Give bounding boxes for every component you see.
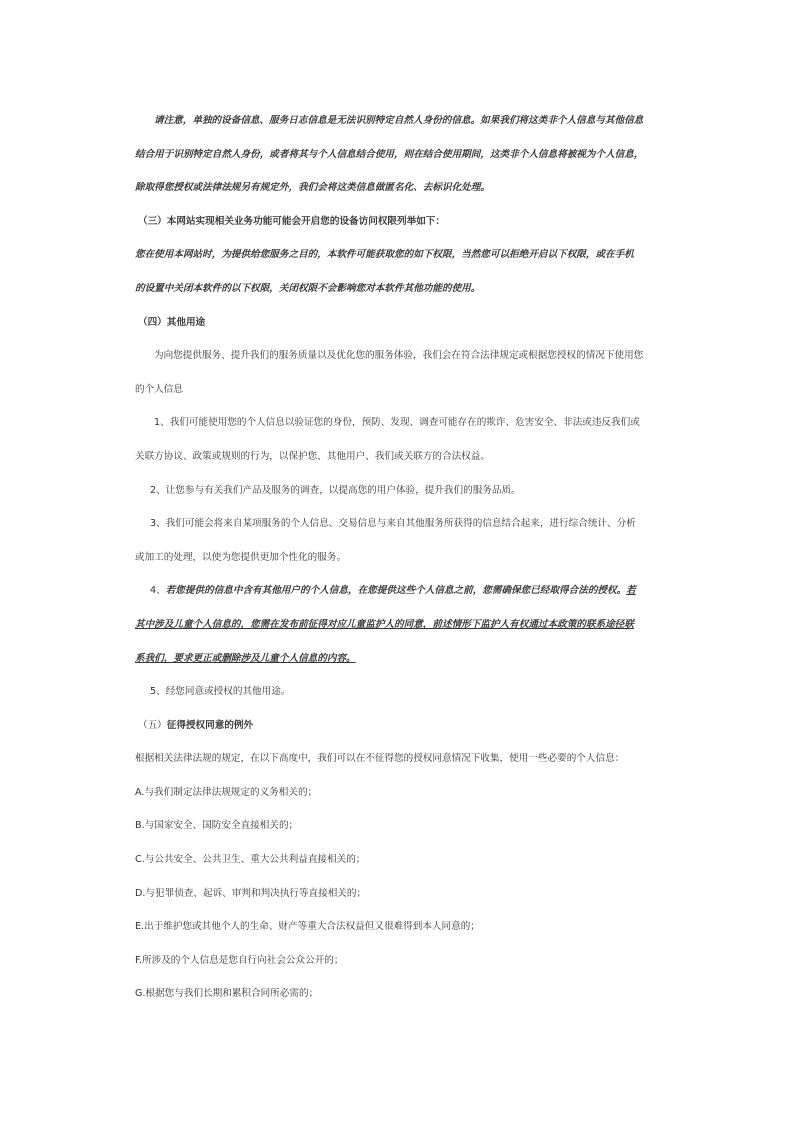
document-page: [135, 111, 665, 1018]
section-heading-3: （三）本网站实现相关业务功能可能会开启您的设备访问权限列举如下：: [138, 215, 445, 227]
other-uses-paragraph-line: 为向您提供服务、提升我们的服务质量以及优化您的服务体验，我们会在符合法律规定或根据您授权的情况下使用您: [154, 350, 644, 362]
notice-paragraph-line: 请注意，单独的设备信息、服务日志信息是无法识别特定自然人身份的信息。如果我们将这类非个人信息与其他信息: [154, 115, 644, 126]
exception-item: B.与国家安全、国防安全直接相关的；: [135, 820, 299, 832]
exceptions-intro: 根据相关法律法规的规定，在以下高度中，我们可以在不征得您的授权同意情况下收集，使用一些必要的个人信息：: [135, 753, 625, 765]
section-heading-4: （四）其他用途: [138, 316, 206, 328]
list-item-5: 5、经您同意或授权的其他用途。: [150, 686, 291, 698]
notice-paragraph-line: 除取得您授权或法律法规另有规定外，我们会将这类信息做匿名化、去标识化处理。: [135, 182, 490, 194]
exception-item: A.与我们制定法律法规规定的义务相关的；: [135, 786, 318, 798]
section-heading-5-prefix: （五）: [138, 719, 167, 731]
exception-item: C.与公共安全、公共卫生、重大公共利益直接相关的；: [135, 854, 366, 866]
list-item-1-line: 1、我们可能使用您的个人信息以验证您的身份，预防、发现、调查可能存在的欺诈、危害安全、非法或违反我们或: [154, 417, 640, 429]
other-uses-paragraph-line: 的个人信息: [135, 383, 183, 395]
list-item-4-underlined: 其中涉及儿童个人信息的，您需在发布前征得对应儿童监护人的同意，前述情形下监护人有权通过本政策的联系途径联: [135, 618, 634, 630]
list-item-3-line: 或加工的处理，以使为您提供更加个性化的服务。: [135, 551, 347, 563]
permissions-paragraph-line: 的设置中关闭本软件的以下权限，关闭权限不会影响您对本软件其他功能的使用。: [135, 282, 481, 294]
permissions-paragraph-line: 您在使用本网站时，为提供给您服务之目的，本软件可能获取您的如下权限，当然您可以拒绝开启以下权限，或在手机: [135, 249, 634, 261]
list-item-4-number: 4、: [150, 585, 166, 597]
list-item-4-underlined: 系我们，要求更正或删除涉及儿童个人信息的内容。: [135, 652, 356, 664]
section-heading-5-title: 征得授权同意的例外: [166, 719, 254, 731]
list-item-4-line: [135, 581, 665, 615]
notice-paragraph-line: 结合用于识别特定自然人身份，或者将其与个人信息结合使用，则在结合使用期间，这类非个人信息将被视为个人信息，: [135, 148, 644, 160]
exception-item: E.出于维护您或其他个人的生命、财产等重大合法权益但又很难得到本人同意的；: [135, 921, 480, 933]
exception-item: G.根据您与我们长期和累积合同所必需的；: [135, 988, 319, 1000]
list-item-1-line: 关联方协议、政策或规则的行为，以保护您、其他用户、我们或关联方的合法权益。: [135, 450, 490, 462]
exception-item: F.所涉及的个人信息是您自行向社会公众公开的；: [135, 954, 344, 966]
list-item-4-text: 若您提供的信息中含有其他用户的个人信息，在您提供这些个人信息之前，您需确保您已经取得合法的授权。: [165, 585, 627, 597]
list-item-4-underlined: 若: [626, 585, 636, 597]
exception-item: D.与犯罪侦查、起诉、审判和判决执行等直接相关的；: [135, 887, 367, 899]
list-item-3-line: 3、我们可能会将来自某项服务的个人信息、交易信息与来自其他服务所获得的信息结合起来，进行综合统计、分析: [150, 518, 636, 530]
section-heading-5: [135, 716, 665, 750]
list-item-2: 2、让您参与有关我们产品及服务的调查，以提高您的用户体验，提升我们的服务品质。: [150, 484, 521, 496]
